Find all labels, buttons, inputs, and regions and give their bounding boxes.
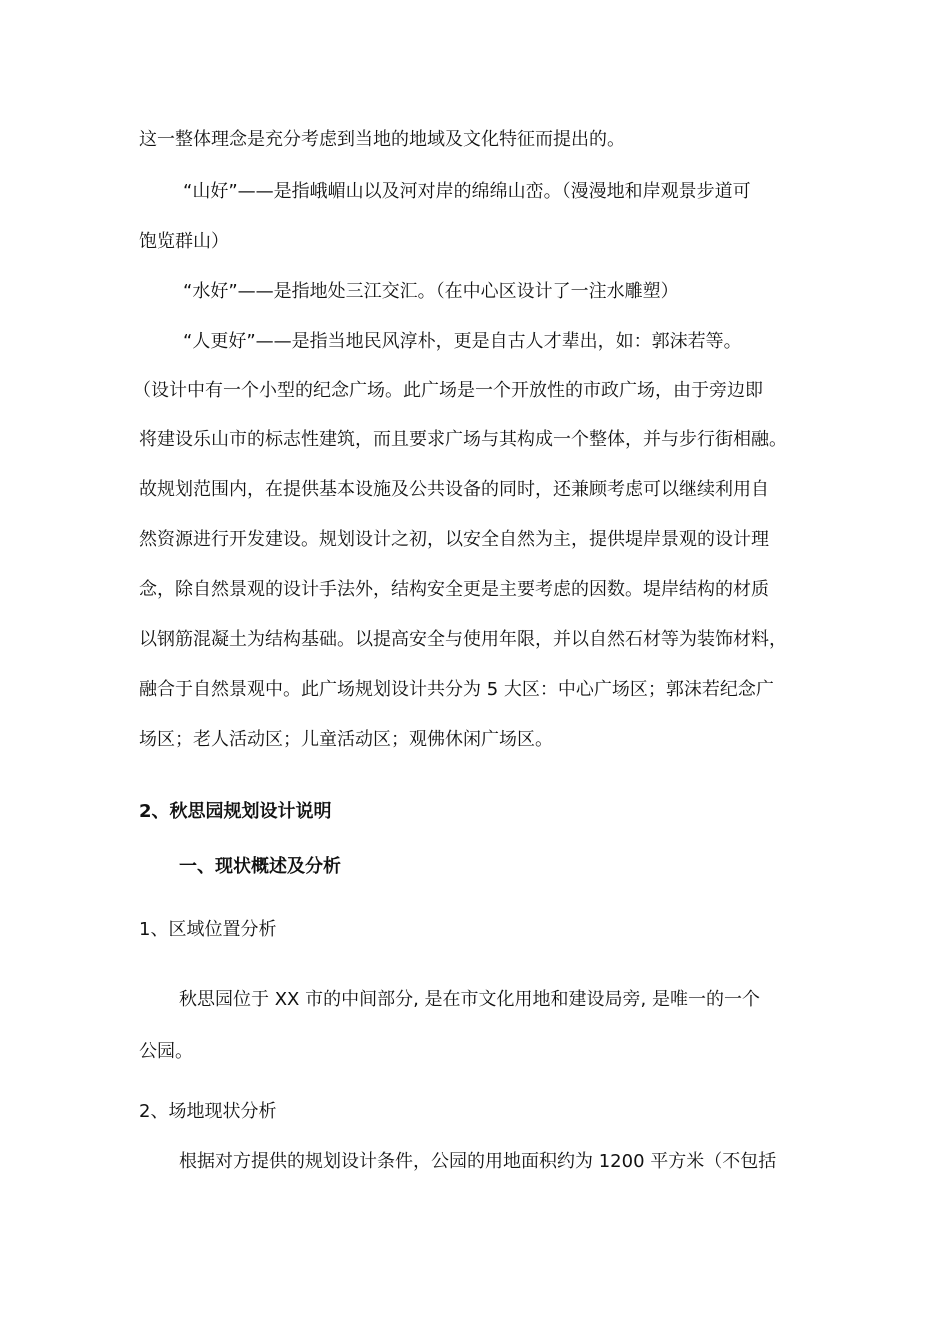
people-line-8: 融合于自然景观中。此广场规划设计共分为 5 大区：中心广场区；郭沫若纪念广: [139, 679, 774, 700]
people-line-5: 然资源进行开发建设。规划设计之初，以安全自然为主，提供堤岸景观的设计理: [139, 529, 769, 550]
item2-heading: 2、场地现状分析: [139, 1101, 277, 1122]
intro-tail-line: 这一整体理念是充分考虑到当地的地域及文化特征而提出的。: [139, 129, 625, 150]
item2-line-1: 根据对方提供的规划设计条件，公园的用地面积约为 1200 平方米（不包括: [179, 1151, 777, 1172]
people-line-9: 场区；老人活动区；儿童活动区；观佛休闲广场区。: [139, 729, 553, 750]
item1-heading: 1、区域位置分析: [139, 919, 277, 940]
item1-line-2: 公园。: [139, 1041, 193, 1062]
subsection-heading: 一、现状概述及分析: [179, 856, 341, 877]
mountain-line-2: 饱览群山）: [139, 231, 229, 252]
people-line-6: 念，除自然景观的设计手法外，结构安全更是主要考虑的因数。堤岸结构的材质: [139, 579, 769, 600]
section-heading: 2、秋思园规划设计说明: [139, 801, 332, 822]
people-line-2: （设计中有一个小型的纪念广场。此广场是一个开放性的市政广场，由于旁边即: [133, 380, 763, 401]
people-line-7: 以钢筋混凝土为结构基础。以提高安全与使用年限，并以自然石材等为装饰材料，: [139, 629, 787, 650]
people-line-3: 将建设乐山市的标志性建筑，而且要求广场与其构成一个整体，并与步行街相融。: [139, 429, 787, 450]
water-line: “水好”——是指地处三江交汇。（在中心区设计了一注水雕塑）: [183, 281, 679, 302]
people-line-4: 故规划范围内，在提供基本设施及公共设备的同时，还兼顾考虑可以继续利用自: [139, 479, 769, 500]
mountain-line-1: “山好”——是指峨嵋山以及河对岸的绵绵山峦。（漫漫地和岸观景步道可: [183, 181, 751, 202]
item1-line-1: 秋思园位于 XX 市的中间部分, 是在市文化用地和建设局旁, 是唯一的一个: [179, 989, 760, 1010]
people-line-1: “人更好”——是指当地民风淳朴，更是自古人才辈出，如：郭沫若等。: [183, 331, 742, 352]
